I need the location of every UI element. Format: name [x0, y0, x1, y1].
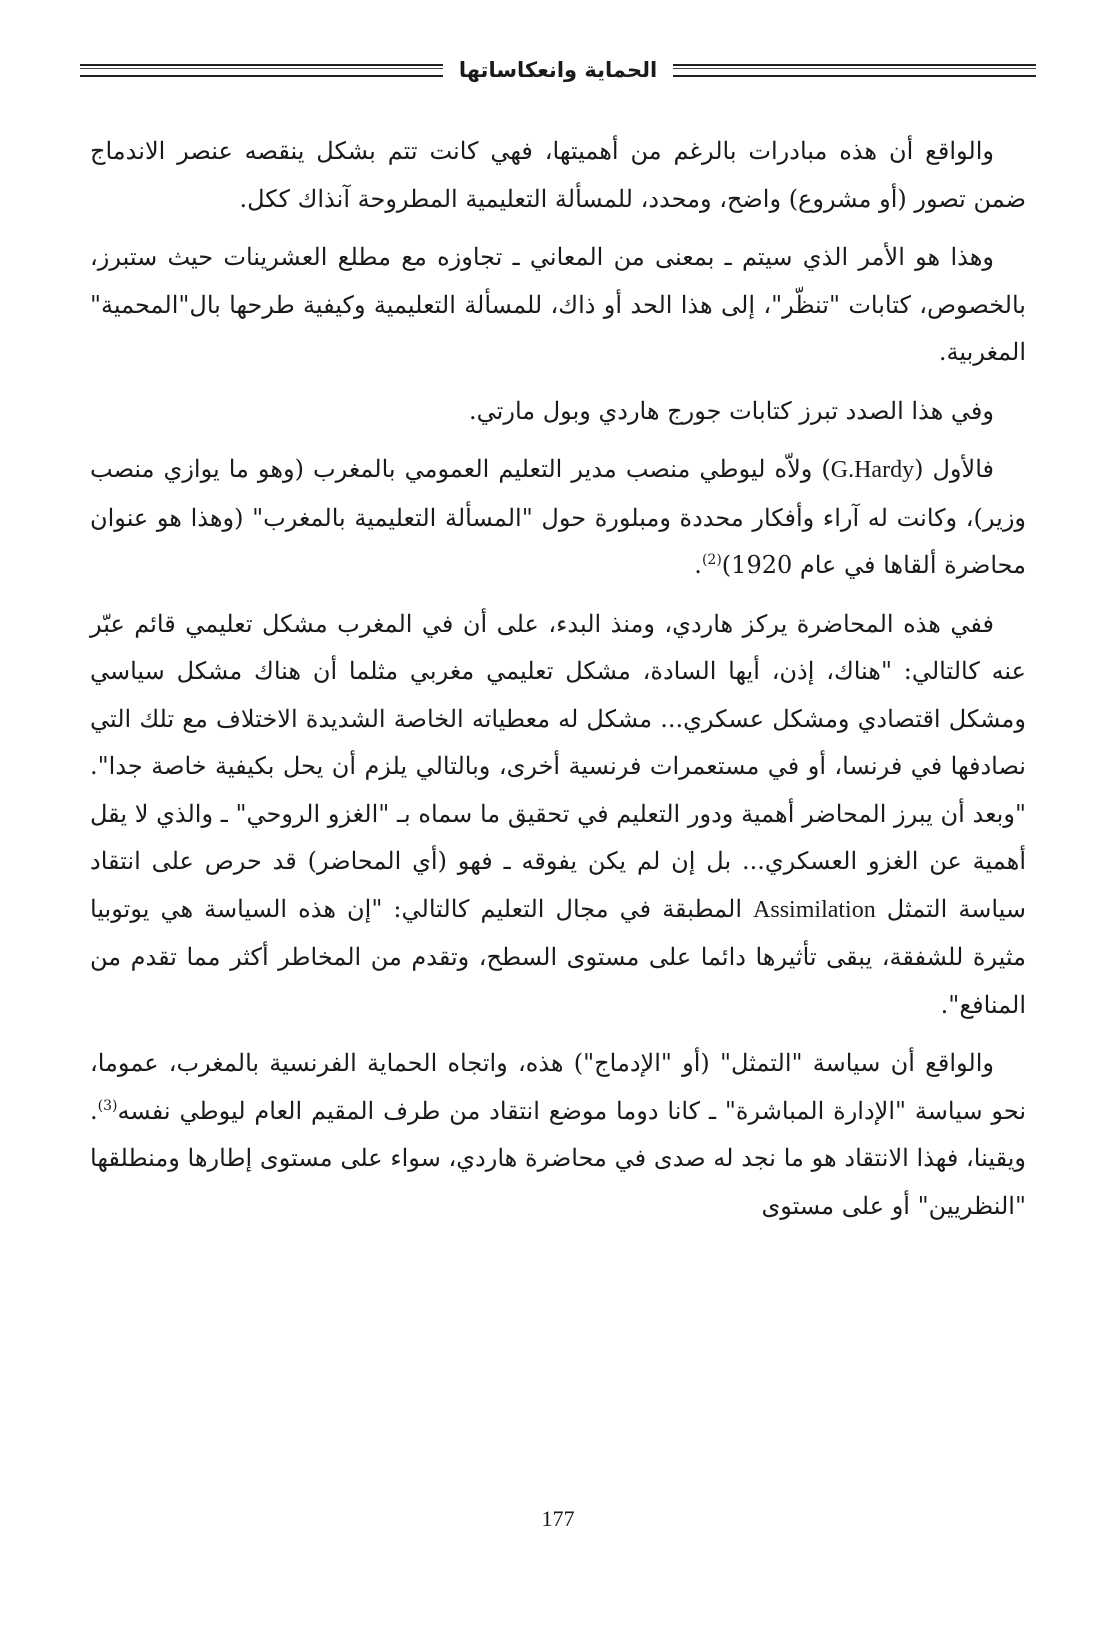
paragraph-4-text-a: فالأول ( — [914, 455, 994, 483]
running-header-title: الحماية وانعكاساتها — [458, 58, 658, 82]
paragraph-5-text-a: ففي هذه المحاضرة يركز هاردي، ومنذ البدء، على أن في المغرب مشكل تعليمي قائم عبّر عنه كالتالي: "هناك، إذن، أيها السادة، مشكل تعليمي مغربي مثلما أن هناك مشكل سياسي ومشكل اقتصادي ومشكل عسكري... مشكل له معطياته الخاصة الشديدة الاختلاف مع تلك التي نصادفها في فرنسا، أو في مستعمرات فرنسية أخرى، وبالتالي يلزم أن يحل بكيفية خاصة جدا". "وبعد أن يبرز المحاضر أهمية ودور التعليم في تحقيق ما سماه بـ "الغزو الروحي" ـ والذي لا يقل أهمية عن الغزو العسكري... بل إن لم يكن يفوقه ـ فهو (أي المحاضر) قد حرص على انتقاد سياسة التمثل — [90, 609, 1026, 923]
footnote-ref-2: (2) — [701, 552, 722, 568]
paragraph-4-text-c: . — [694, 551, 702, 579]
paragraph-6 — [90, 1040, 1026, 1230]
latin-term-assimilation: Assimilation — [753, 896, 876, 923]
paragraph-3: وفي هذا الصدد تبرز كتابات جورج هاردي وبول مارتي. — [469, 396, 994, 425]
header-rule-right — [673, 64, 1036, 77]
header-rule-left — [80, 64, 443, 77]
paragraph-6-text-a: والواقع أن سياسة "التمثل" (أو "الإدماج") هذه، واتجاه الحماية الفرنسية بالمغرب، عموما، نحو سياسة "الإدارة المباشرة" ـ كانا دوما موضع انتقاد من طرف المقيم العام ليوطي نفسه — [90, 1049, 1026, 1125]
paragraph-2: وهذا هو الأمر الذي سيتم ـ بمعنى من المعاني ـ تجاوزه مع مطلع العشرينات حيث ستبرز، بالخصوص، كتابات "تنظّر"، إلى هذا الحد أو ذاك، للمسألة التعليمية وكيفية طرحها بال"المحمية" المغربية. — [90, 243, 1026, 366]
paragraph-5 — [90, 601, 1026, 1030]
running-header — [80, 50, 1036, 90]
paragraph-6-text-b: . ويقينا، فهذا الانتقاد هو ما نجد له صدى في محاضرة هاردي، سواء على مستوى إطارها ومنطلقها "النظريين" أو على مستوى — [90, 1096, 1026, 1220]
paragraph-4 — [90, 446, 1026, 590]
latin-name-hardy: G.Hardy — [830, 457, 915, 483]
page-number: 177 — [541, 1506, 575, 1531]
footnote-ref-3: (3) — [97, 1097, 118, 1114]
paragraph-1: والواقع أن هذه مبادرات بالرغم من أهميتها، فهي كانت تتم بشكل ينقصه عنصر الاندماج ضمن تصور (أو مشروع) واضح، ومحدد، للمسألة التعليمية المطروحة آنذاك ككل. — [90, 137, 1026, 213]
paragraph-4-text-b: ) ولاّه ليوطي منصب مدير التعليم العمومي بالمغرب (وهو ما يوازي منصب وزير)، وكانت له آراء وأفكار محددة ومبلورة حول "المسألة التعليمية بالمغرب" (وهذا هو عنوان محاضرة ألقاها في عام 1920) — [90, 455, 1026, 579]
body-text — [90, 128, 1026, 1241]
paragraph-5-text-b: المطبقة في مجال التعليم كالتالي: "إن هذه السياسة هي يوتوبيا مثيرة للشفقة، يبقى تأثيرها دائما على مستوى السطح، وتقدم من المخاطر أكثر مما تقدم من المنافع". — [90, 894, 1026, 1019]
